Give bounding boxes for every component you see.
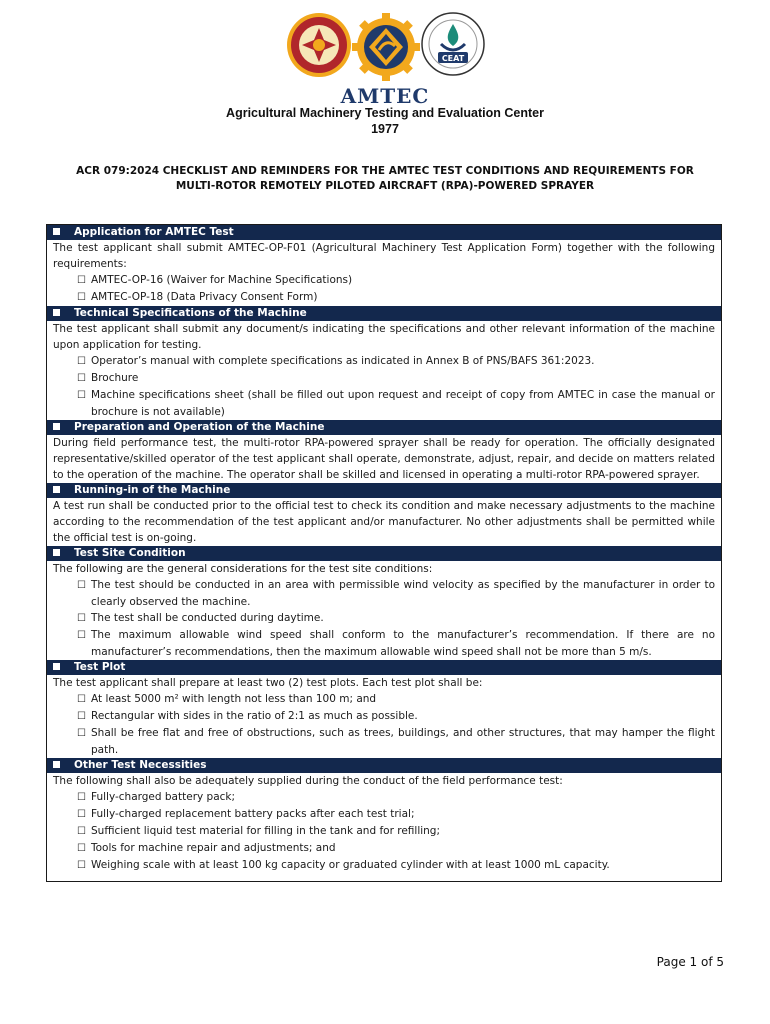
- section-text: The following are the general considerations for the test site conditions:: [53, 563, 433, 575]
- section-heading: [47, 420, 721, 435]
- checklist-item: ☐ Machine specifications sheet (shall be filled out upon request and receipt of copy from AMTEC in case the manual or brochure is not available): [53, 387, 715, 420]
- section-running-in: [47, 483, 721, 546]
- department-of-agriculture-seal: [286, 12, 352, 78]
- checklist-item: ☐ Shall be free flat and free of obstructions, such as trees, buildings, and other structures, that may hamper the flight path.: [53, 725, 715, 758]
- section-heading-text: Running-in of the Machine: [74, 484, 231, 496]
- section-preparation-operation: [47, 420, 721, 483]
- section-body: [47, 498, 721, 546]
- section-technical-specifications: [47, 306, 721, 420]
- section-other-test-necessities: [47, 758, 721, 874]
- section-test-plot: [47, 660, 721, 758]
- section-body: [47, 675, 721, 758]
- section-heading: [47, 758, 721, 773]
- section-text: The test applicant shall submit any document/s indicating the specifications and other relevant information of the machine upon application for testing.: [53, 323, 715, 351]
- ceat-logo: [421, 12, 485, 76]
- square-bullet-icon: [53, 228, 60, 235]
- section-heading-text: Test Site Condition: [74, 547, 186, 559]
- square-bullet-icon: [53, 309, 60, 316]
- section-text: A test run shall be conducted prior to the official test to check its condition and make necessary adjustments to the machine according to the recommendation of the test applicant and/or manufacturer. No other adjustments shall be permitted while the official test is on-going.: [53, 500, 715, 544]
- ceat-logo-label: CEAT: [441, 54, 465, 63]
- checklist-item: ☐ The maximum allowable wind speed shall conform to the manufacturer’s recommendation. If there are no manufacturer’s recommendations, then the maximum allowable wind speed shall not be more than 5 m/s.: [53, 627, 715, 660]
- section-body: [47, 435, 721, 483]
- square-bullet-icon: [53, 663, 60, 670]
- logo-row: [0, 12, 770, 87]
- brand-name: AMTEC: [340, 84, 430, 108]
- section-body: [47, 240, 721, 306]
- section-heading: [47, 546, 721, 561]
- document-title: [40, 164, 730, 194]
- checklist-item: ☐ Fully-charged replacement battery packs after each test trial;: [53, 806, 715, 823]
- checklist-item: ☐ Operator’s manual with complete specifications as indicated in Annex B of PNS/BAFS 361:2023.: [53, 353, 715, 370]
- section-text: During field performance test, the multi-rotor RPA-powered sprayer shall be ready for operation. The officially designated representative/skilled operator of the test applicant shall operate, demonstrate, adjust, repair, and decide on matters related to the operation of the machine. The operator shall be skilled and licensed in operating a multi-rotor RPA-powered sprayer.: [53, 437, 715, 481]
- document-title-line-2: MULTI-ROTOR REMOTELY PILOTED AIRCRAFT (RPA)-POWERED SPRAYER: [175, 180, 595, 192]
- section-body: [47, 321, 721, 420]
- checklist-item: ☐ Rectangular with sides in the ratio of 2:1 as much as possible.: [53, 708, 715, 725]
- square-bullet-icon: [53, 423, 60, 430]
- section-body: [47, 561, 721, 660]
- square-bullet-icon: [53, 486, 60, 493]
- square-bullet-icon: [53, 761, 60, 768]
- checklist-item: ☐ At least 5000 m² with length not less than 100 m; and: [53, 691, 715, 708]
- section-heading-text: Technical Specifications of the Machine: [74, 307, 307, 319]
- checklist-item: ☐ Brochure: [53, 370, 715, 387]
- section-application: [47, 225, 721, 306]
- section-text: The test applicant shall prepare at least two (2) test plots. Each test plot shall be:: [53, 677, 483, 689]
- section-heading-text: Other Test Necessities: [74, 759, 207, 771]
- section-heading-text: Preparation and Operation of the Machine: [74, 421, 325, 433]
- section-heading-text: Application for AMTEC Test: [74, 226, 234, 238]
- section-test-site-condition: [47, 546, 721, 660]
- section-text: The test applicant shall submit AMTEC-OP-F01 (Agricultural Machinery Test Application Form) together with the following requirements:: [53, 242, 715, 270]
- founding-year: 1977: [371, 122, 399, 136]
- checklist-item: ☐ AMTEC-OP-16 (Waiver for Machine Specifications): [53, 272, 715, 289]
- section-heading: [47, 483, 721, 498]
- square-bullet-icon: [53, 549, 60, 556]
- checklist-item: ☐ Sufficient liquid test material for filling in the tank and for refilling;: [53, 823, 715, 840]
- section-text: The following shall also be adequately supplied during the conduct of the field performance test:: [53, 775, 563, 787]
- amtec-gear-logo: [351, 12, 421, 82]
- section-heading: [47, 225, 721, 240]
- checklist-item: ☐ Tools for machine repair and adjustments; and: [53, 840, 715, 857]
- section-heading: [47, 660, 721, 675]
- organization-name: Agricultural Machinery Testing and Evaluation Center: [226, 106, 544, 120]
- checklist-item: ☐ Fully-charged battery pack;: [53, 789, 715, 806]
- document-title-line-1: ACR 079:2024 CHECKLIST AND REMINDERS FOR THE AMTEC TEST CONDITIONS AND REQUIREMENTS FOR: [76, 165, 694, 177]
- section-body: [47, 773, 721, 874]
- page-number: Page 1 of 5: [656, 955, 724, 969]
- checklist-table: [46, 224, 722, 882]
- section-heading-text: Test Plot: [74, 661, 126, 673]
- checklist-item: ☐ Weighing scale with at least 100 kg capacity or graduated cylinder with at least 1000 mL capacity.: [53, 857, 715, 874]
- checklist-item: ☐ The test should be conducted in an area with permissible wind velocity as specified by the manufacturer in order to clearly observed the machine.: [53, 577, 715, 610]
- section-heading: [47, 306, 721, 321]
- checklist-item: ☐ The test shall be conducted during daytime.: [53, 610, 715, 627]
- checklist-item: ☐ AMTEC-OP-18 (Data Privacy Consent Form): [53, 289, 715, 306]
